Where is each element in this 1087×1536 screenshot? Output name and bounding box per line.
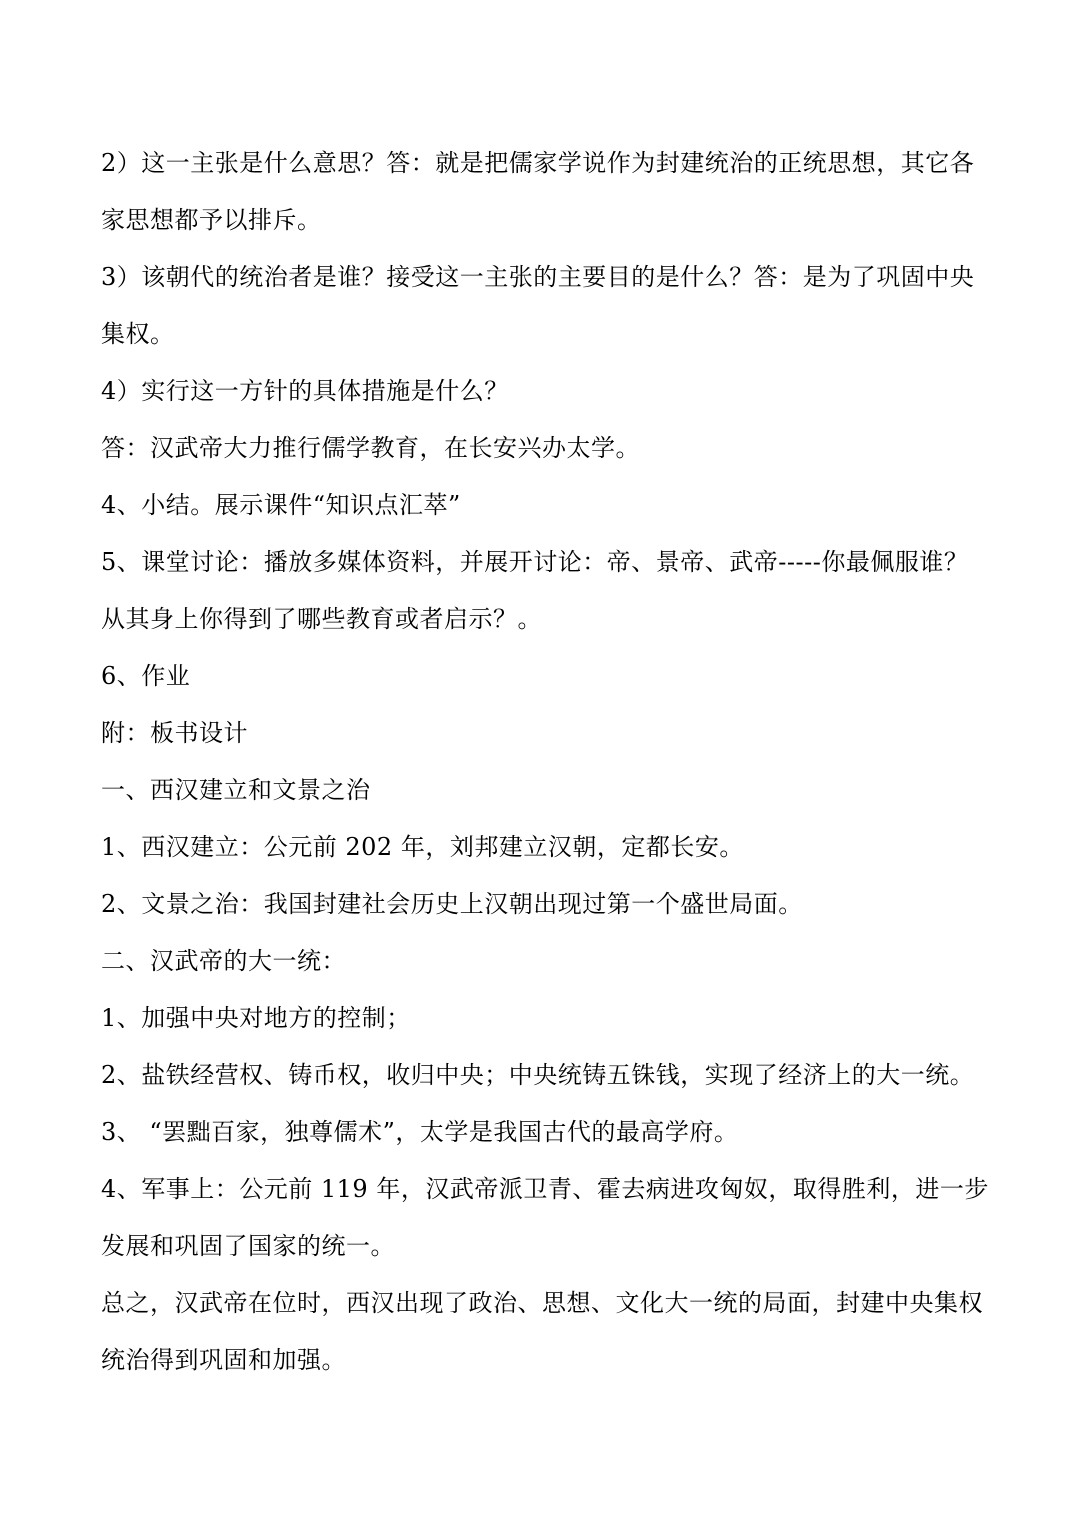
- text-line: 集权。: [101, 320, 175, 348]
- section-heading: 二、汉武帝的大一统：: [101, 947, 346, 975]
- text-line: 从其身上你得到了哪些教育或者启示？。: [101, 605, 542, 633]
- text-line: 3）该朝代的统治者是谁？接受这一主张的主要目的是什么？答：是为了巩固中央: [101, 263, 975, 291]
- text-line: 6、作业: [101, 662, 191, 690]
- text-line: 3、 “罢黜百家，独尊儒术”，太学是我国古代的最高学府。: [101, 1118, 739, 1146]
- text-line: 2、文景之治：我国封建社会历史上汉朝出现过第一个盛世局面。: [101, 890, 803, 918]
- text-line: 1、加强中央对地方的控制；: [101, 1004, 411, 1032]
- text-line: 2）这一主张是什么意思？答：就是把儒家学说作为封建统治的正统思想，其它各: [101, 149, 975, 177]
- text-line: 发展和巩固了国家的统一。: [101, 1232, 395, 1260]
- text-line: 4、小结。展示课件“知识点汇萃”: [101, 491, 461, 519]
- document-body: [101, 140, 991, 1394]
- section-heading: 一、西汉建立和文景之治: [101, 776, 371, 804]
- text-line: 5、课堂讨论：播放多媒体资料，并展开讨论：帝、景帝、武帝-----你最佩服谁？: [101, 548, 969, 576]
- text-line: 4、军事上：公元前 119 年，汉武帝派卫青、霍去病进攻匈奴，取得胜利，进一步: [101, 1175, 989, 1203]
- text-line: 家思想都予以排斥。: [101, 206, 322, 234]
- text-line: 1、西汉建立：公元前 202 年，刘邦建立汉朝，定都长安。: [101, 833, 744, 861]
- text-line: 2、盐铁经营权、铸币权，收归中央；中央统铸五铢钱，实现了经济上的大一统。: [101, 1061, 975, 1089]
- text-line: 答：汉武帝大力推行儒学教育，在长安兴办太学。: [101, 434, 640, 462]
- text-line: 4）实行这一方针的具体措施是什么？: [101, 377, 509, 405]
- text-line: 总之，汉武帝在位时，西汉出现了政治、思想、文化大一统的局面，封建中央集权: [101, 1289, 983, 1317]
- text-line: 附：板书设计: [101, 719, 248, 747]
- text-line: 统治得到巩固和加强。: [101, 1346, 346, 1374]
